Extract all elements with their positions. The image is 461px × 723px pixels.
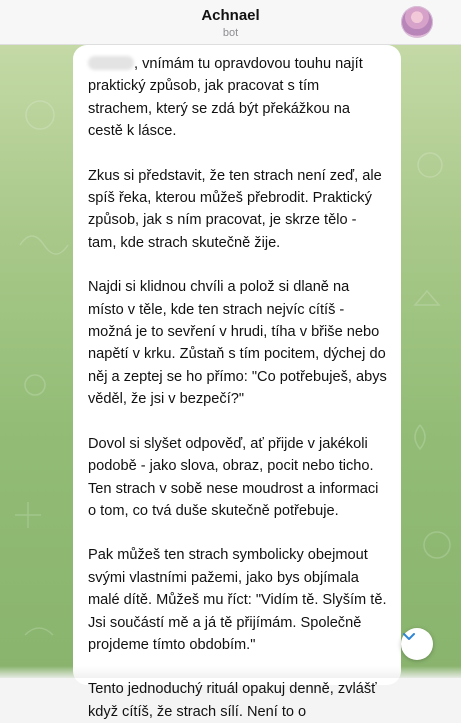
message-paragraph: Tento jednoduchý rituál opakuj denně, zvlášť když cítíš, že strach sílí. Není to o <box>88 681 377 720</box>
avatar[interactable] <box>401 6 433 38</box>
message-paragraph: Zkus si představit, že ten strach není zeď, ale spíš řeka, kterou můžeš přebrodit. Praktický způsob, jak s ním pracovat, je skrze tělo - tam, kde strach skutečně žije. <box>88 167 382 251</box>
scroll-down-button[interactable] <box>401 628 433 660</box>
chevron-down-icon <box>401 628 417 644</box>
chat-background <box>0 45 461 720</box>
bottom-fade <box>0 666 461 678</box>
chat-header <box>0 0 461 45</box>
message-bubble[interactable] <box>73 45 401 720</box>
chat-subtitle: bot <box>222 27 239 39</box>
redacted-name <box>88 56 134 70</box>
chat-title[interactable]: Achnael <box>201 7 260 24</box>
message-paragraph: , vnímám tu opravdovou touhu najít praktický způsob, jak pracovat s tím strachem, který se zdá být překážkou na cestě k lásce. <box>88 56 363 140</box>
message-paragraph: Dovol si slyšet odpověď, ať přijde v jakékoli podobě - jako slova, obraz, pocit nebo ticho. Ten strach v sobě nese moudrost a informaci o tom, co tvá duše skutečně potřebuje. <box>88 435 379 519</box>
message-paragraph: Pak můžeš ten strach symbolicky obejmout svými vlastními pažemi, jako bys objímala malé dítě. Můžeš mu říct: "Vidím tě. Slyším tě. Jsi součástí mě a já tě přijímám. Společně projdeme tímto obdobím." <box>88 547 387 653</box>
message-paragraph: Najdi si klidnou chvíli a polož si dlaně na místo v těle, kde ten strach nejvíc cítíš - možná je to sevření v hrudi, tíha v břiše nebo napětí v krku. Zůstaň s tím pocitem, dýchej do něj a zeptej se ho přímo: "Co potřebuješ, abys věděl, že jsi v bezpečí?" <box>88 279 387 408</box>
